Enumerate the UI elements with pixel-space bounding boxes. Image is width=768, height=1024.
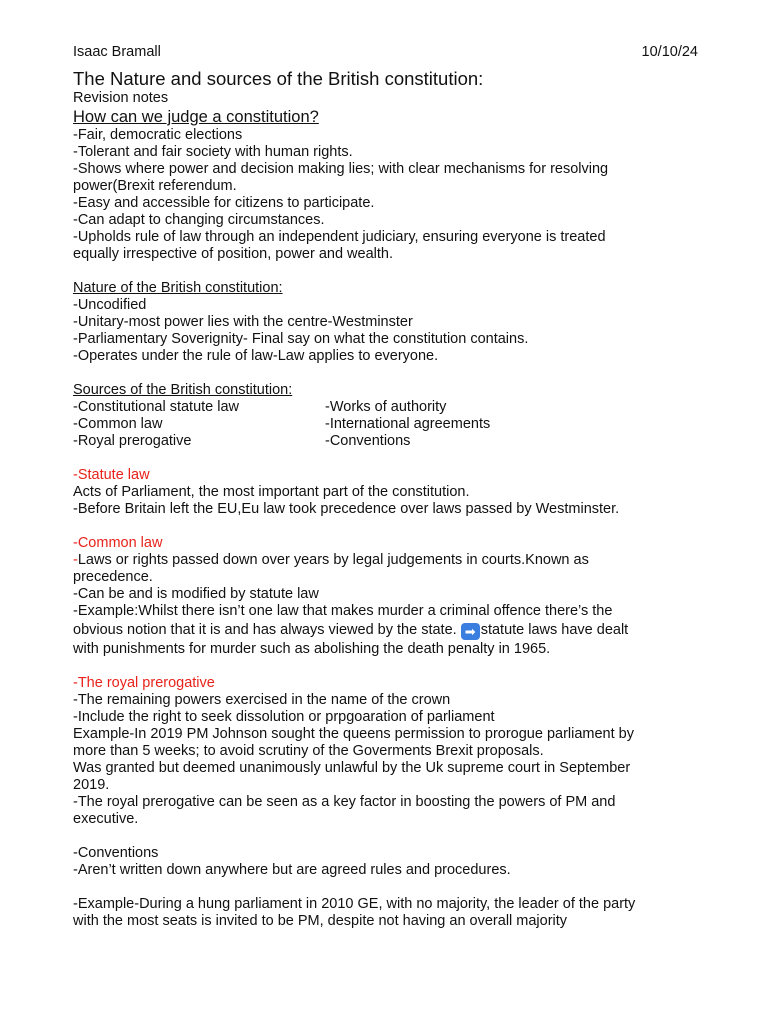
sources-right: -Works of authority <box>325 399 447 415</box>
common-line: -Can be and is modified by statute law <box>73 586 319 602</box>
conventions-line: -Aren’t written down anywhere but are agreed rules and procedures. <box>73 862 511 878</box>
royal-line: -The remaining powers exercised in the name of the crown <box>73 692 451 708</box>
sources-right: -Conventions <box>325 433 411 449</box>
statute-line: -Before Britain left the EU,Eu law took precedence over laws passed by Westminster. <box>73 501 620 517</box>
sources-row <box>73 416 698 433</box>
common-first-text: Laws or rights passed down over years by legal judgements in courts.Known as <box>77 552 589 568</box>
list-item: -Uncodified <box>73 297 147 313</box>
notes-page <box>73 44 698 930</box>
list-item: -Unitary-most power lies with the centre-Westminster <box>73 314 413 330</box>
list-item: -Shows where power and decision making lies; with clear mechanisms for resolving <box>73 161 609 177</box>
nature-list <box>73 297 698 365</box>
right-arrow-icon: ➡ <box>461 623 480 640</box>
red-dash: - <box>73 552 78 568</box>
sources-row <box>73 433 698 450</box>
statute-line: Acts of Parliament, the most important part of the constitution. <box>73 484 470 500</box>
sources-right: -International agreements <box>325 416 491 432</box>
judge-heading: How can we judge a constitution? <box>73 108 319 126</box>
common-line <box>73 620 698 641</box>
royal-heading: -The royal prerogative <box>73 675 215 691</box>
royal-line: executive. <box>73 811 139 827</box>
list-item: -Parliamentary Soverignity- Final say on what the constitution contains. <box>73 331 529 347</box>
list-item: -Operates under the rule of law-Law applies to everyone. <box>73 348 439 364</box>
conventions-heading: -Conventions <box>73 845 159 861</box>
common-arrow-after: statute laws have dealt <box>480 622 629 638</box>
common-heading: -Common law <box>73 535 163 551</box>
common-line: with punishments for murder such as abolishing the death penalty in 1965. <box>73 641 551 657</box>
list-item: equally irrespective of position, power and wealth. <box>73 246 393 262</box>
royal-line: more than 5 weeks; to avoid scrutiny of the Goverments Brexit proposals. <box>73 743 544 759</box>
royal-line: -Include the right to seek dissolution or prpgoaration of parliament <box>73 709 495 725</box>
note-date: 10/10/24 <box>641 44 698 60</box>
list-item: -Easy and accessible for citizens to participate. <box>73 195 375 211</box>
royal-line: -The royal prerogative can be seen as a key factor in boosting the powers of PM and <box>73 794 616 810</box>
sources-heading: Sources of the British constitution: <box>73 382 293 398</box>
sources-table <box>73 399 698 450</box>
conventions-example-line: with the most seats is invited to be PM, despite not having an overall majority <box>73 913 568 929</box>
page-title: The Nature and sources of the British constitution: <box>73 68 484 89</box>
royal-line: 2019. <box>73 777 110 793</box>
page-subtitle: Revision notes <box>73 90 169 106</box>
common-line: precedence. <box>73 569 153 585</box>
list-item: -Tolerant and fair society with human rights. <box>73 144 353 160</box>
common-arrow-before: obvious notion that it is and has always viewed by the state. <box>73 622 461 638</box>
sources-left: -Constitutional statute law <box>73 399 240 415</box>
sources-left: -Common law <box>73 416 163 432</box>
judge-list <box>73 127 698 263</box>
common-line: -Example:Whilst there isn’t one law that makes murder a criminal offence there’s the <box>73 603 613 619</box>
royal-line: Example-In 2019 PM Johnson sought the queens permission to prorogue parliament by <box>73 726 634 742</box>
nature-heading: Nature of the British constitution: <box>73 280 283 296</box>
author-name: Isaac Bramall <box>73 44 161 60</box>
list-item: -Fair, democratic elections <box>73 127 243 143</box>
statute-heading: -Statute law <box>73 467 150 483</box>
list-item: -Can adapt to changing circumstances. <box>73 212 325 228</box>
list-item: -Upholds rule of law through an independent judiciary, ensuring everyone is treated <box>73 229 606 245</box>
sources-row <box>73 399 698 416</box>
sources-left: -Royal prerogative <box>73 433 192 449</box>
conventions-example-line: -Example-During a hung parliament in 2010 GE, with no majority, the leader of the party <box>73 896 636 912</box>
royal-line: Was granted but deemed unanimously unlawful by the Uk supreme court in September <box>73 760 631 776</box>
page-header <box>73 44 698 64</box>
list-item: power(Brexit referendum. <box>73 178 237 194</box>
common-line <box>73 552 698 569</box>
